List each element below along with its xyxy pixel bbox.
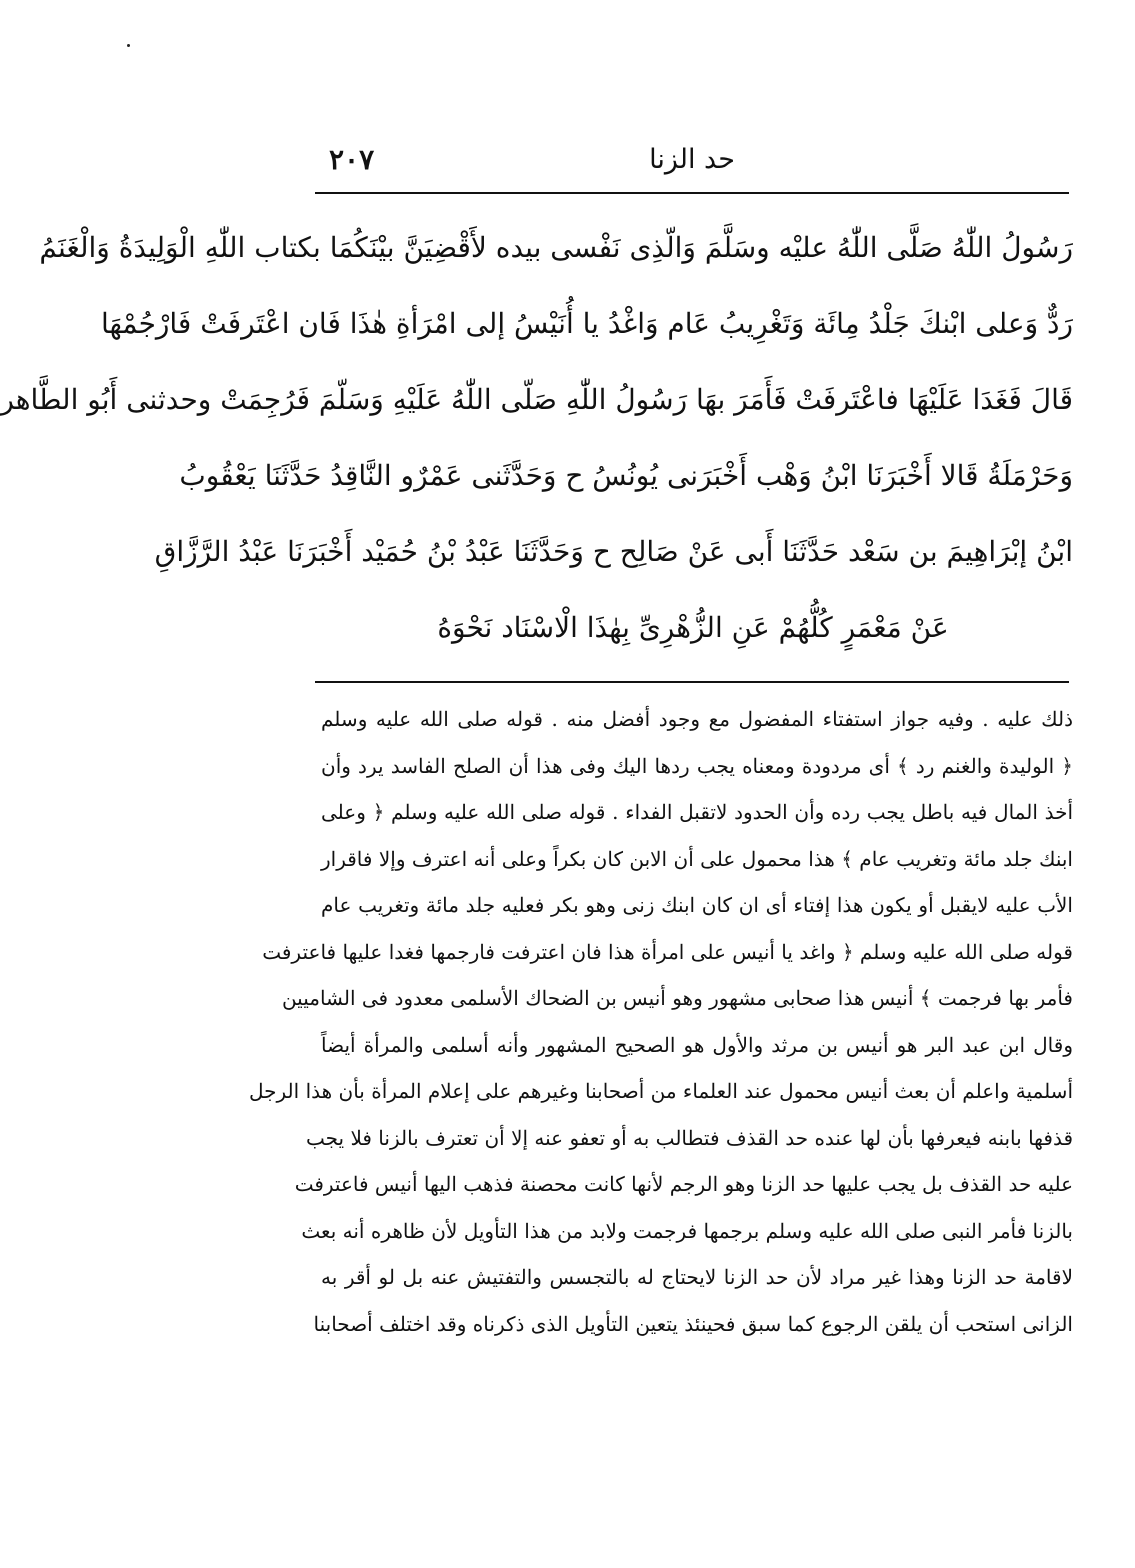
- commentary-line: عليه حد القذف بل يجب عليها حد الزنا وهو الرجم لأنها كانت محصنة فذهب اليها أنيس فاعترفت: [294, 1172, 1073, 1196]
- commentary-line: قذفها بابنه فيعرفها بأن لها عنده حد القذف فتطالب به أو تعفو عنه إلا أن تعترف بالزنا فلا يجب: [305, 1125, 1073, 1150]
- hadith-line: وَحَرْمَلَةُ قَالا أَخْبَرَنَا ابْنُ وَهْب أَخْبَرَنى يُونُسُ ح وَحَدَّثَنى عَمْرٌو النَّاقِدُ حَدَّثَنَا يَعْقُوبُ: [179, 459, 1073, 492]
- commentary-line: ﴿ الوليدة والغنم رد ﴾ أى مردودة ومعناه يجب ردها اليك وفى هذا أن الصلح الفاسد يرد وأن: [321, 753, 1073, 778]
- running-title: حد الزنا: [649, 144, 735, 175]
- commentary-line: بالزنا فأمر النبى صلى الله عليه وسلم برجمها فرجمت ولابد من هذا التأويل لأن ظاهره أنه بعث: [301, 1218, 1073, 1243]
- hadith-line: ابْنُ إبْرَاهِيمَ بن سَعْد حَدَّثَنَا أَبى عَنْ صَالِح ح وَحَدَّثَنَا عَبْدُ بْنُ حُمَيْد أَخْبَرَنَا عَبْدُ الرَّزَّاقِ: [154, 535, 1073, 568]
- commentary-line: ذلك عليه . وفيه جواز استفتاء المفضول مع وجود أفضل منه . قوله صلى الله عليه وسلم: [321, 707, 1073, 731]
- commentary-block: [249, 696, 1073, 1347]
- header-rule: [315, 192, 1069, 194]
- hadith-line: قَالَ فَغَدَا عَلَيْهَا فاعْتَرفَتْ فَأَمَرَ بهَا رَسُولُ اللّٰهِ صَلّى اللّٰهُ عَلَيْهِ وَسَلّمَ فَرُجِمَتْ وحدثنى أَبُو الطَّاهر: [0, 383, 1073, 416]
- hadith-line: رَدٌّ وَعلى ابْنكَ جَلْدُ مِائَة وَتَغْرِيبُ عَام وَاغْدُ يا أُنَيْسُ إلى امْرَأةِ هٰذَا فَان اعْتَرفَتْ فَارْجُمْهَا: [100, 307, 1073, 340]
- commentary-line: أسلمية واعلم أن بعث أنيس محمول عند العلماء من أصحابنا وغيرهم على إعلام المرأة بأن هذا الرجل: [249, 1079, 1073, 1103]
- commentary-line: فأمر بها فرجمت ﴾ أنيس هذا صحابى مشهور وهو أنيس بن الضحاك الأسلمى معدود فى الشاميين: [281, 986, 1073, 1010]
- commentary-line: الأب عليه لايقبل أو يكون هذا إفتاء أى ان كان ابنك زنى وهو بكر فعليه جلد مائة وتغريب عام: [321, 893, 1073, 917]
- commentary-line: ابنك جلد مائة وتغريب عام ﴾ هذا محمول على أن الابن كان بكراً وعلى أنه اعترف وإلا فاقرار: [321, 846, 1073, 871]
- commentary-line: وقال ابن عبد البر هو أنيس بن مرثد والأول هو الصحيح المشهور وأنه أسلمى والمرأة أيضاً: [321, 1032, 1073, 1057]
- hadith-line: عَنْ مَعْمَرٍ كُلُّهُمْ عَنِ الزُّهْرِىِّ بِهٰذَا الْاسْنَاد نَحْوَهُ: [437, 611, 949, 644]
- page-header: [315, 140, 1069, 188]
- hadith-line: رَسُولُ اللّٰهُ صَلَّى اللّٰهُ عليْه وسَلَّمَ وَالّذِى نَفْسى بيده لأَقْضِيَنَّ بيْنَكُمَا بكتاب اللّٰهِ الْوَلِيدَةُ وَالْغَنَمُ: [39, 231, 1073, 264]
- stray-ink-dot: [127, 44, 130, 47]
- commentary-line: الزانى استحب أن يلقن الرجوع كما سبق فحينئذ يتعين التأويل الذى ذكرناه وقد اختلف أصحابنا: [313, 1311, 1073, 1336]
- section-divider: [315, 681, 1069, 683]
- page-number: ٢٠٧: [329, 143, 375, 176]
- commentary-line: أخذ المال فيه باطل يجب رده وأن الحدود لاتقبل الفداء . قوله صلى الله عليه وسلم ﴿ وعلى: [321, 800, 1073, 824]
- hadith-text-block: [0, 210, 1073, 666]
- commentary-line: قوله صلى الله عليه وسلم ﴿ واغد يا أنيس على امرأة هذا فان اعترفت فارجمها فغدا عليها فاعترفت: [262, 939, 1073, 964]
- commentary-line: لاقامة حد الزنا وهذا غير مراد لأن حد الزنا لايحتاج له بالتجسس والتفتيش عنه بل لو أقر به: [321, 1265, 1073, 1289]
